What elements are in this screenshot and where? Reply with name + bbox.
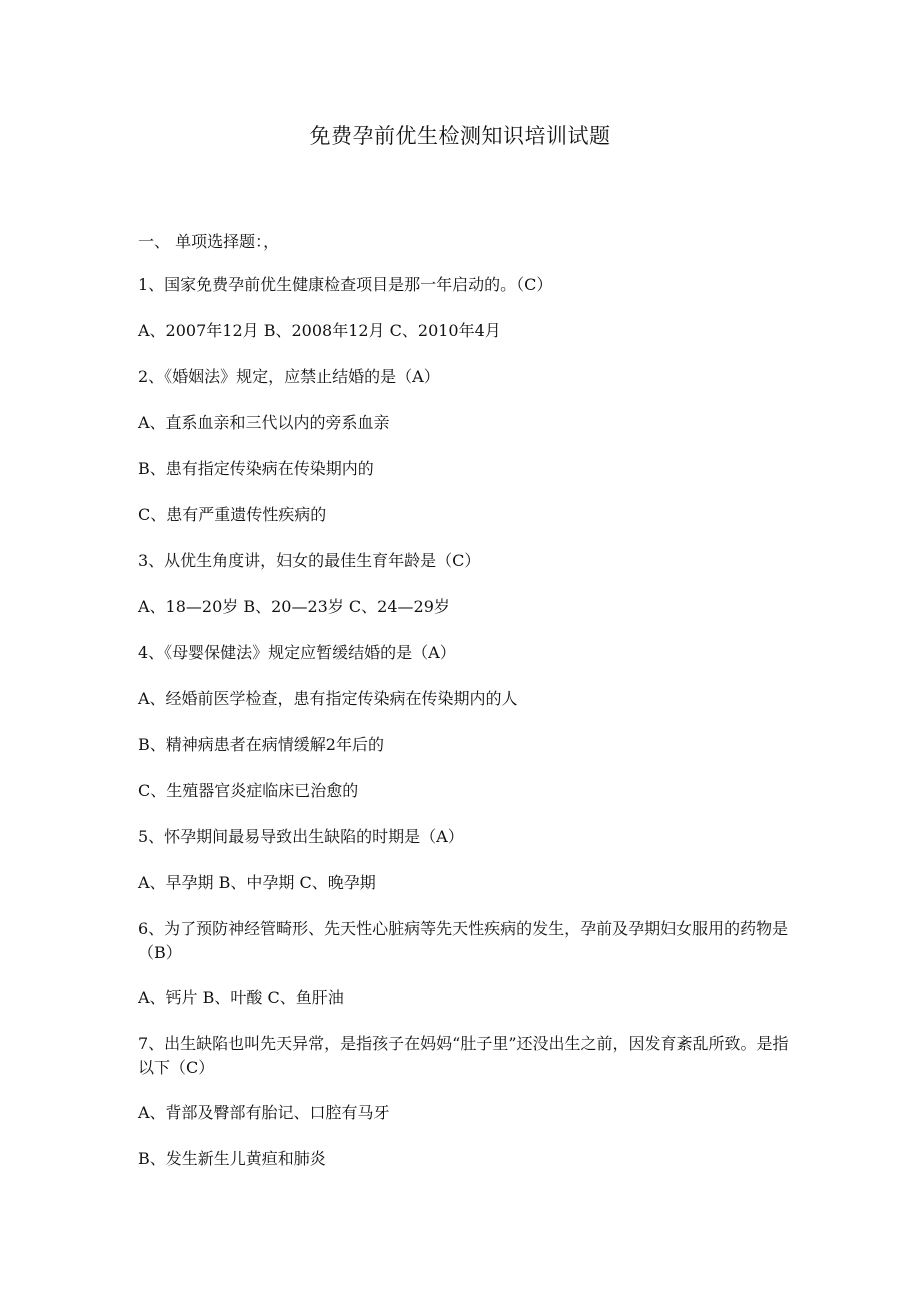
answer-option-line: A、经婚前医学检查，患有指定传染病在传染期内的人 [138, 689, 518, 708]
answer-option-line: B、患有指定传染病在传染期内的 [138, 459, 374, 478]
answer-option-line: C、患有严重遗传性疾病的 [138, 505, 327, 524]
question-line: 6、为了预防神经管畸形、先天性心脏病等先天性疾病的发生，孕前及孕期妇女服用的药物是（B） [138, 919, 789, 962]
answer-options-line: A、18—20岁 B、20—23岁 C、24—29岁 [138, 597, 450, 616]
question-line: 4、《母婴保健法》规定应暂缓结婚的是（A） [138, 643, 456, 662]
question-line: 1、国家免费孕前优生健康检查项目是那一年启动的。（C） [138, 275, 553, 294]
answer-option-line: C、生殖器官炎症临床已治愈的 [138, 781, 359, 800]
document-title: 免费孕前优生检测知识培训试题 [309, 124, 611, 148]
answer-option-line: A、直系血亲和三代以内的旁系血亲 [138, 413, 390, 432]
question-line: 7、出生缺陷也叫先天异常，是指孩子在妈妈“肚子里”还没出生之前，因发育紊乱所致。是指以下（C） [138, 1034, 789, 1077]
answer-options-line: A、2007年12月 B、2008年12月 C、2010年4月 [138, 321, 501, 340]
answer-options-line: A、钙片 B、叶酸 C、鱼肝油 [138, 988, 344, 1007]
answer-option-line: B、精神病患者在病情缓解2年后的 [138, 735, 384, 754]
question-line: 5、怀孕期间最易导致出生缺陷的时期是（A） [138, 827, 464, 846]
question-line: 3、从优生角度讲，妇女的最佳生育年龄是（C） [138, 551, 481, 570]
section-heading: 一、 单项选择题：， [138, 232, 280, 251]
answer-option-line: B、发生新生儿黄疸和肺炎 [138, 1149, 326, 1168]
question-line: 2、《婚姻法》规定，应禁止结婚的是（A） [138, 367, 440, 386]
answer-option-line: A、背部及臀部有胎记、口腔有马牙 [138, 1103, 390, 1122]
answer-options-line: A、早孕期 B、中孕期 C、晚孕期 [138, 873, 376, 892]
